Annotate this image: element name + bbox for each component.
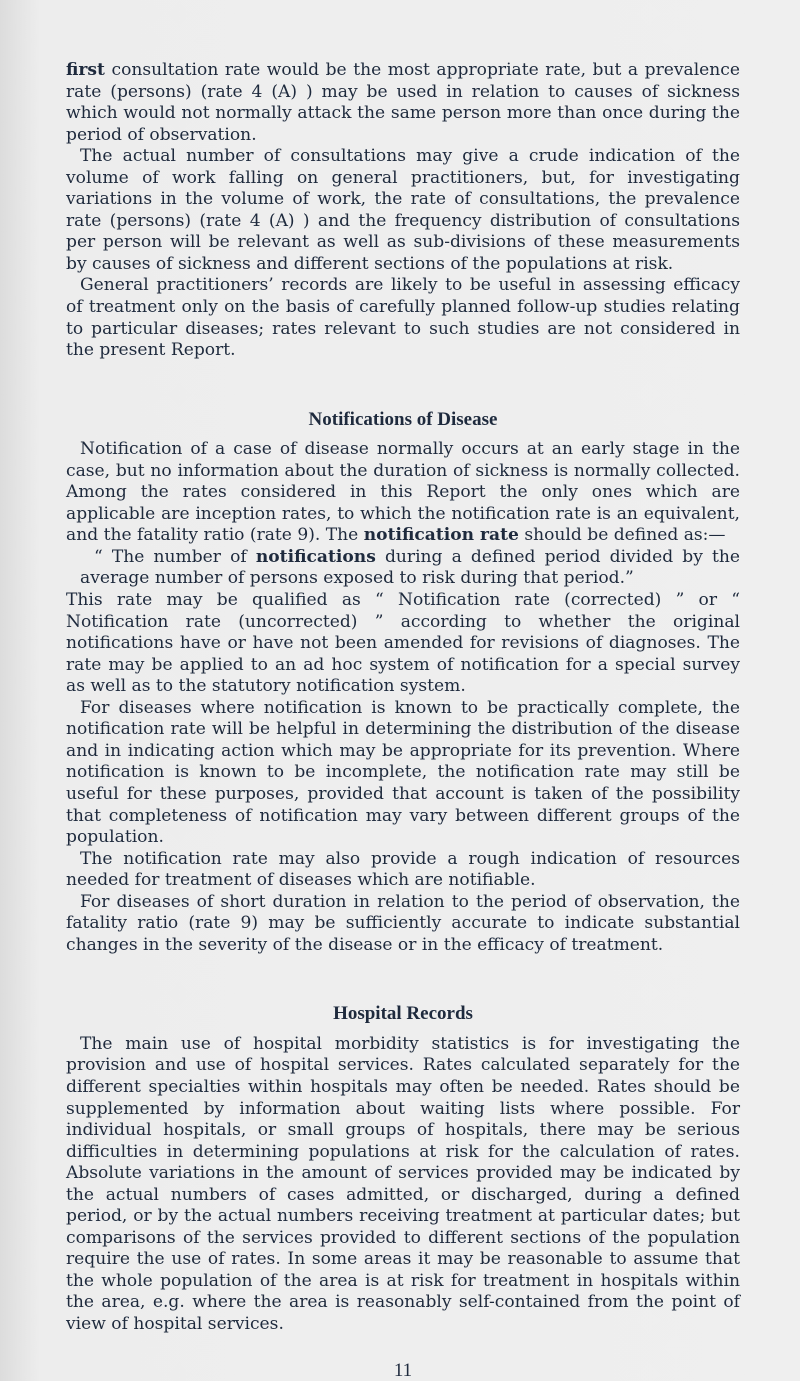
notification-rate-definition — [66, 547, 740, 590]
intro-paragraph-1-text: consultation rate would be the most appropriate rate, but a prevalence rate (persons) (rate 4 (A) ) may be used in relation to causes of sickness which would not normally attack the same person more than once during the period of observation. — [66, 60, 740, 145]
notifications-paragraph-2: This rate may be qualified as “ Notification rate (corrected) ” or “ Notification rate (uncorrected) ” according to whether the original notifications have or have not been amended for revisions of diagnoses. The rate may be applied to an ad hoc system of notification for a special survey as well as to the statutory notification system. — [66, 590, 740, 697]
hospital-paragraph-1: The main use of hospital morbidity statistics is for investigating the provision and use of hospital services. Rates calculated separately for the different specialties within hospitals may often be needed. Rates should be supplemented by information about waiting lists where possible. For individual hospitals, or small groups of hospitals, there may be serious difficulties in determining populations at risk for the calculation of rates. Absolute variations in the amount of services provided may be indicated by the actual numbers of cases admitted, or discharged, during a defined period, or by the actual numbers receiving treatment at particular dates; but comparisons of the services provided to different sections of the population require the use of rates. In some areas it may be reasonable to assume that the whole population of the area is at risk for treatment in hospitals within the area, e.g. where the area is reasonably self-contained from the point of view of hospital services. — [66, 1033, 740, 1334]
intro-paragraph-1 — [66, 60, 740, 146]
hospital-records-heading: Hospital Records — [333, 1003, 473, 1025]
intro-lead-word: first — [66, 60, 105, 80]
notifications-paragraph-1-text-a: Notification of a case of disease normally occurs at an early stage in the case, but no information about the duration of sickness is normally collected. Among the rates considered in this Report the only ones which are applicable are inception rates, to which the notification rate is an equivalent, and the fatality ratio (rate 9). The — [66, 439, 740, 546]
notifications-paragraph-5: For diseases of short duration in relation to the period of observation, the fatality ratio (rate 9) may be sufficiently accurate to indicate substantial changes in the severity of the disease or in the efficacy of treatment. — [66, 891, 740, 955]
notifications-paragraph-1 — [66, 439, 740, 547]
intro-paragraph-2: The actual number of consultations may give a crude indication of the volume of work falling on general practitioners, but, for investigating variations in the volume of work, the rate of consultations, the prevalence rate (persons) (rate 4 (A) ) and the frequency distribution of consultations per person will be relevant as well as sub-divisions of these measurements by causes of sickness and different sections of the populations at risk. — [66, 146, 740, 274]
notifications-heading: Notifications of Disease — [308, 408, 498, 430]
notifications-paragraph-1-text-b: should be defined as:— — [518, 525, 726, 546]
notifications-paragraph-3: For diseases where notification is known to be practically complete, the notification rate will be helpful in determining the distribution of the disease and in indicating action which may be appropriate for its prevention. Where notification is known to be incomplete, the notification rate may still be useful for these purposes, provided that account is taken of the possibility that completeness of notification may vary between different groups of the population. — [66, 697, 740, 848]
document-page — [66, 60, 740, 1381]
definition-text-b: during a defined period divided by the average number of persons exposed to risk during that period.” — [80, 546, 741, 589]
intro-paragraph-3: General practitioners’ records are likely to be useful in assessing efficacy of treatment only on the basis of carefully planned follow-up studies relating to particular diseases; rates relevant to such studies are not considered in the present Report. — [66, 275, 740, 361]
notification-rate-term: notification rate — [363, 525, 519, 546]
definition-text-a: “ The number of — [94, 546, 256, 567]
page-number: 11 — [393, 1359, 413, 1381]
definition-bold-term: notifications — [255, 546, 376, 567]
notifications-paragraph-4: The notification rate may also provide a rough indication of resources needed for treatment of diseases which are notifiable. — [66, 848, 740, 891]
